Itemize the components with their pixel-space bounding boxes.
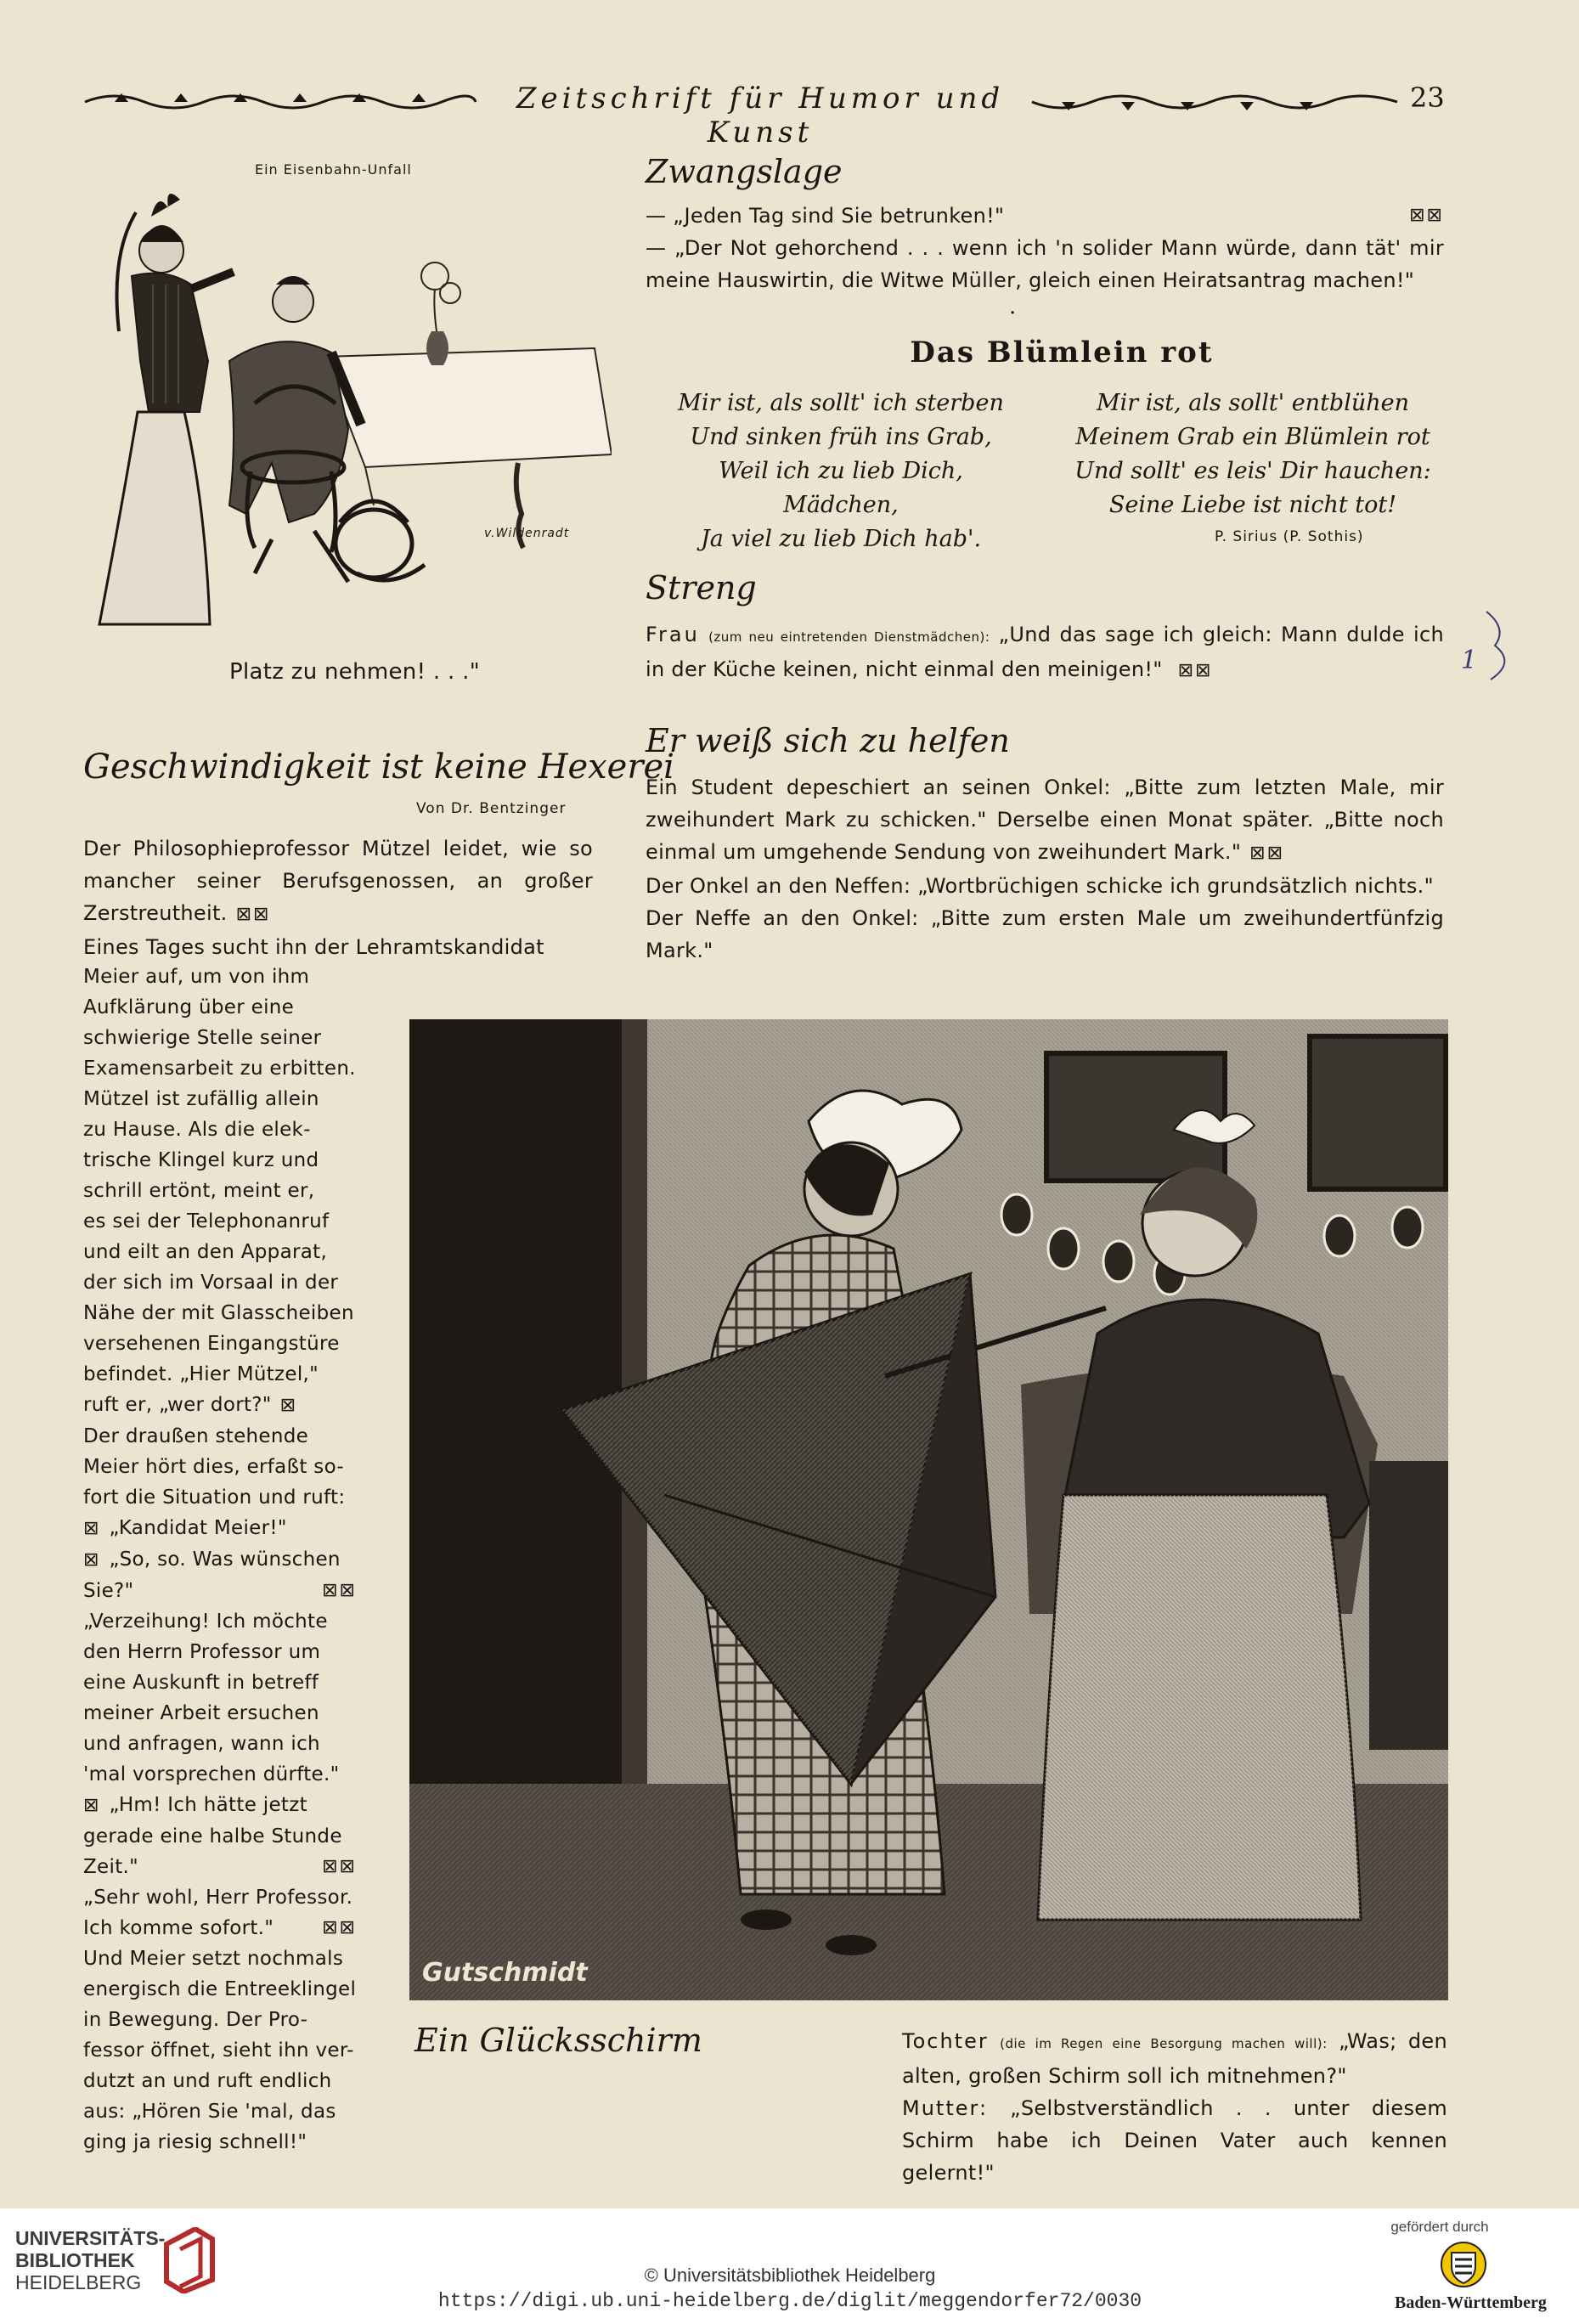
ornament-icon: ⊠⊠ <box>235 904 271 925</box>
footer-bar <box>0 2208 1579 2324</box>
hexerei-title: Geschwindigkeit ist keine Hexerei <box>83 747 674 787</box>
library-line-3: HEIDELBERG <box>15 2271 142 2293</box>
column-line: schwierige Stelle seiner <box>83 1027 322 1049</box>
streng-body <box>646 618 1444 687</box>
zwangslage-title: Zwangslage <box>646 153 843 190</box>
speaker-daughter: Tochter <box>902 2029 989 2053</box>
column-line: meiner Arbeit ersuchen <box>83 1702 319 1724</box>
column-line: Meier hört dies, erfaßt so- <box>83 1456 344 1478</box>
daughter-text: „Was; den alten, großen Schirm soll ich mitnehmen?" <box>902 2029 1447 2088</box>
ornament-icon: ⊠⊠ <box>322 1917 357 1938</box>
poem-stanza-right <box>1070 386 1435 522</box>
column-line: Examensarbeit zu erbitten. <box>83 1058 356 1080</box>
hexerei-paragraph-1: Der Philosophieprofessor Mützel leidet, wie so mancher seiner Berufsgenossen, an großer Zerstreutheit. <box>83 837 593 925</box>
column-line: Meier auf, um von ihm <box>83 966 310 988</box>
poem-line: Und sinken früh ins Grab, <box>690 424 992 450</box>
helfen-body <box>646 771 1444 967</box>
poem-line: Weil ich zu lieb Dich, Mädchen, <box>719 458 963 518</box>
poem-line: Und sollt' es leis' Dir hauchen: <box>1074 458 1431 484</box>
column-line: Zeit." ⊠⊠ <box>83 1852 357 1882</box>
column-line: eine Auskunft in betreff <box>83 1672 319 1694</box>
illustration-caption: Platz zu nehmen! . . ." <box>229 659 480 685</box>
poem-line: Meinem Grab ein Blümlein rot <box>1075 424 1430 450</box>
ornament-icon: ⊠⊠ <box>1249 843 1285 864</box>
column-line: trische Klingel kurz und <box>83 1149 319 1171</box>
speaker-mother: Mutter: <box>902 2096 989 2120</box>
column-line: ⊠ „So, so. Was wünschen <box>83 1548 341 1571</box>
ornament-icon: ⊠⊠ <box>322 1580 357 1601</box>
column-line: zu Hause. Als die elek- <box>83 1119 311 1141</box>
sponsor-label: gefördert durch <box>1390 2219 1489 2235</box>
illustration-signature: v.Wildenradt <box>484 527 570 540</box>
poem-author: P. Sirius (P. Sothis) <box>1215 528 1364 545</box>
column-line: ruft er, „wer dort?" ⊠ <box>83 1394 298 1416</box>
poem-line: Mir ist, als sollt' ich sterben <box>678 390 1004 416</box>
ornament-icon: ⊠⊠ <box>1409 205 1444 226</box>
column-line: schrill ertönt, meint er, <box>83 1180 315 1202</box>
column-line: gerade eine halbe Stunde <box>83 1825 342 1847</box>
library-line-1: UNIVERSITÄTS- <box>15 2227 166 2249</box>
copyright-text: © Universitätsbibliothek Heidelberg <box>644 2265 936 2286</box>
column-line: „Sehr wohl, Herr Professor. <box>83 1887 353 1909</box>
column-line: der sich im Vorsaal in der <box>83 1272 339 1294</box>
column-line: Und Meier setzt nochmals <box>83 1948 344 1970</box>
illustration-signature: Gutschmidt <box>422 1958 588 1988</box>
gluecksschirm-body <box>902 2025 1447 2189</box>
library-logo-icon <box>161 2227 217 2293</box>
poem-line: Mir ist, als sollt' entblühen <box>1097 390 1409 416</box>
ornament-icon: ⊠ <box>83 1795 101 1816</box>
column-line: energisch die Entreeklingel <box>83 1978 357 2000</box>
column-line: den Herrn Professor um <box>83 1641 321 1663</box>
railway-accident-illustration <box>85 183 612 646</box>
column-line: Der draußen stehende <box>83 1425 309 1447</box>
column-line: befindet. „Hier Mützel," <box>83 1363 319 1385</box>
helfen-line-3: Der Neffe an den Onkel: „Bitte zum ersten Male um zweihundertfünfzig Mark." <box>646 906 1444 962</box>
gluecksschirm-title: Ein Glücksschirm <box>414 2022 702 2059</box>
umbrella-illustration <box>409 1019 1448 2000</box>
column-line: ⊠ „Hm! Ich hätte jetzt <box>83 1794 307 1816</box>
illustration-label: Ein Eisenbahn-Unfall <box>255 161 412 178</box>
mother-text: „Selbstverständlich . . unter diesem Schirm habe ich Deinen Vater auch kennen gelernt!" <box>902 2096 1448 2185</box>
hexerei-intro <box>83 832 593 963</box>
page-number: 23 <box>1410 82 1445 114</box>
column-line: es sei der Telephonanruf <box>83 1210 330 1233</box>
streng-text: „Und das sage ich gleich: Mann dulde ich in der Küche keinen, nicht einmal den meinigen!" <box>646 623 1444 681</box>
column-line: Sie?" ⊠⊠ <box>83 1576 357 1606</box>
column-line: Ich komme sofort." ⊠⊠ <box>83 1913 357 1943</box>
column-line: Nähe der mit Glasscheiben <box>83 1302 354 1324</box>
helfen-line-2: Der Onkel an den Neffen: „Wortbrüchigen schicke ich grundsätzlich nichts." <box>646 874 1434 898</box>
library-line-2: BIBLIOTHEK <box>15 2249 135 2271</box>
streng-speaker: Frau <box>646 623 700 646</box>
poem-stanza-left <box>663 386 1019 556</box>
column-line: fort die Situation und ruft: <box>83 1486 346 1509</box>
column-line: Mützel ist zufällig allein <box>83 1088 319 1110</box>
helfen-text: Ein Student depeschiert an seinen Onkel: „Bitte zum letzten Male, mir zweihundert Mark zu schicken." Derselbe einen Monat später. „Bitte noch einmal um umgehende Sendung von zweihundert Mark." <box>646 776 1444 864</box>
margin-bracket-mark <box>1482 607 1516 684</box>
streng-stage-note: (zum neu eintretenden Dienstmädchen): <box>708 629 990 645</box>
stage-note: (die im Regen eine Besorgung machen will): <box>1000 2036 1328 2051</box>
zwangslage-body <box>646 200 1444 296</box>
bluemlein-title: Das Blümlein rot <box>910 336 1214 369</box>
column-line: „Verzeihung! Ich möchte <box>83 1610 328 1633</box>
column-line: aus: „Hören Sie 'mal, das <box>83 2101 336 2123</box>
column-line: ⊠ „Kandidat Meier!" <box>83 1517 287 1539</box>
permalink-url[interactable]: https://digi.ub.uni-heidelberg.de/diglit/meggendorfer72/0030 <box>437 2290 1142 2312</box>
ornament-icon: ⊠ <box>279 1395 298 1416</box>
baden-wuerttemberg-crest-icon <box>1440 2241 1487 2288</box>
column-line: fessor öffnet, sieht ihn ver- <box>83 2039 354 2062</box>
header-ornament-left <box>81 88 480 116</box>
ornament-icon: ⊠ <box>83 1518 101 1539</box>
column-line: ging ja riesig schnell!" <box>83 2131 307 2153</box>
separator-dot: · <box>1009 301 1017 326</box>
ornament-icon: ⊠⊠ <box>322 1856 357 1877</box>
column-line: versehenen Eingangstüre <box>83 1333 340 1355</box>
column-line: und anfragen, wann ich <box>83 1733 320 1755</box>
zwangslage-line-2: — „Der Not gehorchend . . . wenn ich 'n solider Mann würde, dann tät' mir meine Hauswirtin, die Witwe Müller, gleich einen Heiratsantrag machen!" <box>646 236 1444 292</box>
journal-title: Zeitschrift für Humor und Kunst <box>516 82 1005 149</box>
hexerei-paragraph-2-lead: Eines Tages sucht ihn der Lehramtskandidat <box>83 935 544 959</box>
margin-handwritten-note: 1 <box>1461 646 1478 675</box>
column-line: und eilt an den Apparat, <box>83 1241 328 1263</box>
zwangslage-line-1: — „Jeden Tag sind Sie betrunken!" <box>646 204 1005 228</box>
sponsor-name: Baden-Württemberg <box>1395 2293 1547 2312</box>
poem-line: Ja viel zu lieb Dich hab'. <box>700 526 982 552</box>
header-ornament-right <box>1028 88 1401 116</box>
column-line: in Bewegung. Der Pro- <box>83 2009 308 2031</box>
ornament-icon: ⊠⊠ <box>1177 660 1213 681</box>
column-line: 'mal vorsprechen dürfte." <box>83 1763 340 1785</box>
hexerei-author: Von Dr. Bentzinger <box>416 800 567 817</box>
column-line: Aufklärung über eine <box>83 996 295 1018</box>
helfen-title: Er weiß sich zu helfen <box>646 722 1010 759</box>
poem-line: Seine Liebe ist nicht tot! <box>1108 492 1397 518</box>
ornament-icon: ⊠ <box>83 1549 101 1571</box>
hexerei-column <box>83 962 357 2158</box>
umbrella-scene-drawing <box>409 1019 1448 2000</box>
column-line: dutzt an und ruft endlich <box>83 2070 332 2092</box>
streng-title: Streng <box>646 569 757 606</box>
